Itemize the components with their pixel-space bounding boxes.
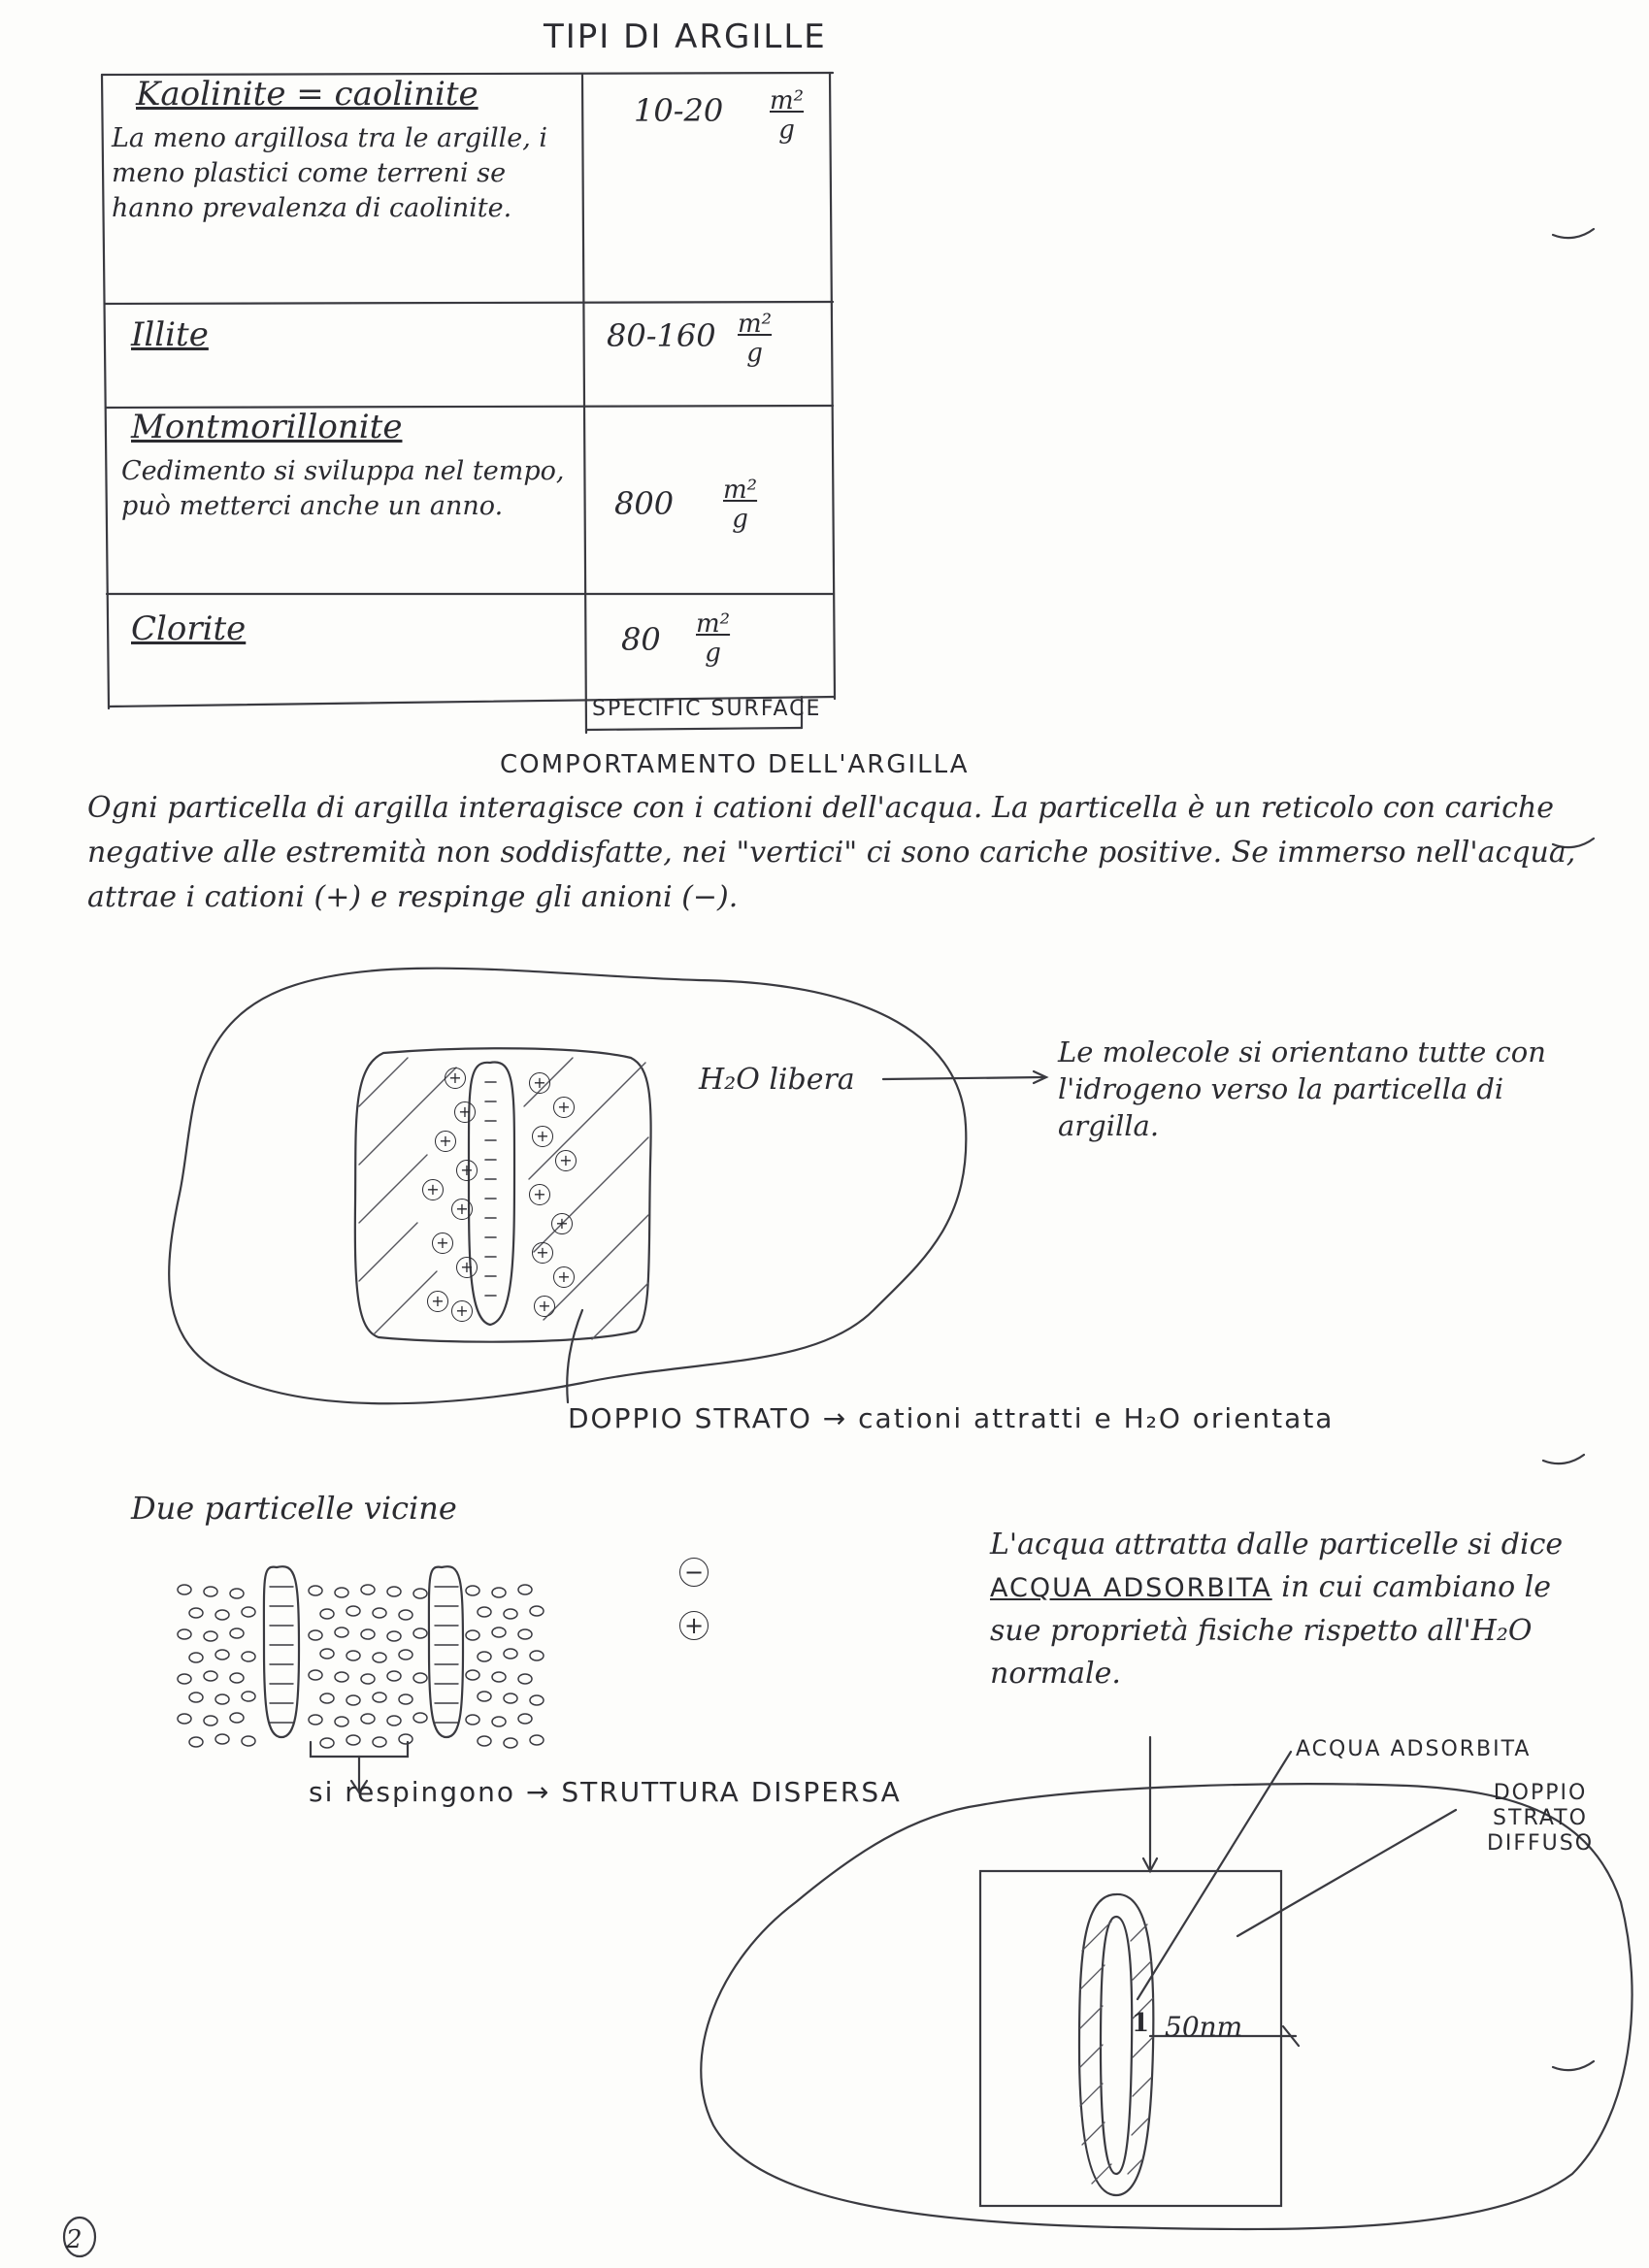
water-molecule — [413, 1713, 427, 1723]
water-molecule — [215, 1694, 229, 1704]
repel-note: si respingono → STRUTTURA DISPERSA — [309, 1776, 902, 1808]
water-molecule — [399, 1610, 412, 1620]
cation-icon: + — [454, 1101, 476, 1123]
water-molecule — [492, 1672, 506, 1682]
unit-denominator: g — [732, 505, 748, 534]
clay-name: Clorite — [131, 609, 247, 648]
water-molecule — [215, 1734, 229, 1744]
cation-icon: + — [553, 1266, 575, 1288]
water-molecule — [492, 1627, 506, 1637]
water-molecule — [387, 1587, 401, 1596]
particle-dashes — [485, 1082, 496, 1296]
water-molecule — [346, 1606, 360, 1616]
water-molecule — [518, 1585, 532, 1594]
double-layer-box — [355, 1048, 651, 1341]
hatch-lines — [359, 1058, 648, 1339]
surface-value: 800 — [614, 485, 675, 522]
water-molecule — [215, 1610, 229, 1620]
clay-name: Montmorillonite — [131, 408, 403, 446]
water-molecule — [466, 1670, 479, 1680]
water-molecule — [399, 1694, 412, 1704]
clay-description: Cedimento si sviluppa nel tempo, può metterci anche un anno. — [121, 456, 565, 521]
water-molecule — [230, 1713, 244, 1723]
adsorbed-note-start: L'acqua attratta dalle particelle si dice — [990, 1528, 1564, 1561]
free-water-arrow — [883, 1077, 1043, 1079]
unit-numerator: m² — [696, 609, 731, 639]
diffuse-layer-label: DOPPIO STRATO DIFFUSO — [1486, 1781, 1595, 1856]
clay-description: La meno argillosa tra le argille, i meno plastici come terreni se hanno prevalenza di caolinite. — [112, 123, 548, 223]
surface-unit — [770, 86, 804, 145]
double-layer-pointer — [567, 1310, 582, 1402]
surface-unit — [696, 609, 730, 668]
water-molecule — [413, 1628, 427, 1638]
clay-name: Illite — [131, 315, 209, 354]
surface-value: 80 — [621, 621, 661, 658]
adsorbed-water-note — [990, 1524, 1611, 1695]
section-title: COMPORTAMENTO DELL'ARGILLA — [500, 750, 970, 779]
water-molecule — [335, 1627, 348, 1637]
water-molecule — [320, 1609, 334, 1619]
adsorbed-water-label: ACQUA ADSORBITA — [1296, 1737, 1532, 1761]
water-molecule — [413, 1589, 427, 1598]
double-layer-label: DOPPIO STRATO → cationi attratti e H₂O orientata — [568, 1402, 1335, 1434]
water-molecule — [204, 1587, 217, 1596]
water-molecule — [242, 1652, 255, 1661]
water-molecule — [230, 1628, 244, 1638]
water-molecule — [518, 1674, 532, 1684]
water-molecule — [387, 1631, 401, 1641]
cation-icon: + — [427, 1291, 448, 1312]
water-molecule — [230, 1673, 244, 1683]
cation-icon: + — [456, 1257, 478, 1278]
surface-value: 10-20 — [634, 92, 724, 129]
water-molecule — [178, 1674, 191, 1684]
thickness-label: 1 — [1132, 2009, 1150, 2038]
water-molecule — [309, 1586, 322, 1595]
unit-numerator: m² — [770, 86, 805, 115]
water-molecule — [373, 1653, 386, 1662]
water-molecule — [361, 1714, 375, 1724]
water-molecule — [466, 1715, 479, 1725]
cation-icon: + — [532, 1126, 553, 1147]
water-molecule — [530, 1735, 544, 1745]
water-molecule — [204, 1631, 217, 1641]
water-molecule — [309, 1670, 322, 1680]
water-molecule — [518, 1714, 532, 1724]
cation-icon: + — [451, 1199, 473, 1220]
cation-icon: + — [432, 1233, 453, 1254]
water-molecule — [373, 1608, 386, 1618]
cation-icon: + — [529, 1072, 550, 1094]
cation-icon: + — [534, 1296, 555, 1317]
water-molecule — [492, 1588, 506, 1597]
water-molecule — [320, 1693, 334, 1703]
water-molecule — [189, 1737, 203, 1747]
water-molecule — [189, 1608, 203, 1618]
clay-name: Kaolinite = caolinite — [136, 75, 478, 114]
cation-icon: + — [551, 1213, 573, 1234]
water-molecule — [478, 1692, 491, 1701]
cation-icon: + — [445, 1068, 466, 1089]
water-molecule — [189, 1693, 203, 1702]
cation-icon: + — [456, 1160, 478, 1181]
water-molecule — [178, 1585, 191, 1594]
water-molecule — [478, 1607, 491, 1617]
adsorbed-term: ACQUA ADSORBITA — [990, 1573, 1272, 1603]
cation-icon: + — [435, 1131, 456, 1152]
water-molecule — [478, 1736, 491, 1746]
anion-legend-icon: − — [679, 1558, 709, 1587]
water-molecule — [466, 1630, 479, 1640]
water-molecule — [335, 1588, 348, 1597]
water-molecule — [504, 1693, 517, 1703]
water-molecule — [373, 1693, 386, 1702]
water-molecule — [335, 1717, 348, 1726]
water-molecule — [189, 1653, 203, 1662]
orientation-note: Le molecole si orientano tutte con l'idrogeno verso la particella di argilla. — [1058, 1035, 1546, 1142]
two-particles-diagram — [178, 1566, 544, 1792]
water-molecule — [530, 1695, 544, 1705]
water-molecule — [309, 1630, 322, 1640]
water-molecule — [361, 1585, 375, 1594]
adsorbed-note-end: in cui cambiano le sue proprietà fisiche rispetto all'H₂O normale. — [990, 1570, 1552, 1691]
water-molecule — [504, 1738, 517, 1748]
water-molecule — [346, 1695, 360, 1705]
water-molecule — [242, 1692, 255, 1701]
water-molecule — [518, 1629, 532, 1639]
cation-icon: + — [555, 1150, 577, 1171]
surface-unit — [738, 310, 772, 368]
water-molecule — [178, 1629, 191, 1639]
cation-icon: + — [422, 1179, 444, 1200]
water-molecule — [399, 1650, 412, 1660]
unit-denominator: g — [778, 115, 795, 145]
water-molecule — [466, 1586, 479, 1595]
water-molecule — [361, 1629, 375, 1639]
cation-icon: + — [553, 1097, 575, 1118]
water-molecule — [361, 1674, 375, 1684]
behavior-paragraph: Ogni particella di argilla interagisce con i cationi dell'acqua. La particella è un reticolo con cariche negative alle estremità non soddisfatte, nei "vertici" ci sono cariche positive. Se immerso nell'acqua, attrae i cationi (+) e respinge gli anioni (−). — [87, 791, 1576, 914]
water-molecule — [530, 1606, 544, 1616]
water-molecule — [346, 1651, 360, 1660]
unit-denominator: g — [746, 339, 763, 368]
water-molecule — [320, 1738, 334, 1748]
unit-numerator: m² — [723, 476, 758, 505]
water-molecule — [178, 1714, 191, 1724]
cation-icon: + — [532, 1242, 553, 1264]
unit-numerator: m² — [738, 310, 773, 339]
water-molecule — [373, 1737, 386, 1747]
unit-denominator: g — [705, 639, 721, 668]
cation-legend-icon: + — [679, 1611, 709, 1640]
water-molecule — [204, 1716, 217, 1726]
page-title: TIPI DI ARGILLE — [544, 17, 827, 56]
water-molecule — [230, 1589, 244, 1598]
water-molecule — [309, 1715, 322, 1725]
water-molecule — [346, 1735, 360, 1745]
free-water-label: H₂O libera — [699, 1063, 855, 1097]
surface-value: 80-160 — [607, 317, 716, 354]
cation-icon: + — [451, 1300, 473, 1322]
water-molecule — [399, 1734, 412, 1744]
distance-label: 50nm — [1165, 2011, 1243, 2043]
water-molecule — [504, 1649, 517, 1659]
water-molecule — [320, 1649, 334, 1659]
water-molecule — [478, 1652, 491, 1661]
water-molecule — [387, 1671, 401, 1681]
water-molecule — [387, 1716, 401, 1726]
water-molecule — [530, 1651, 544, 1660]
water-molecule — [242, 1736, 255, 1746]
water-molecule — [215, 1650, 229, 1660]
water-molecule — [204, 1671, 217, 1681]
water-molecule — [504, 1609, 517, 1619]
water-molecule — [492, 1717, 506, 1726]
water-molecule — [413, 1673, 427, 1683]
adsorbed-particle — [1079, 1894, 1153, 2195]
water-molecule — [242, 1607, 255, 1617]
water-blob — [169, 969, 966, 1404]
page-number: 2 — [66, 2225, 82, 2254]
surface-unit — [723, 476, 757, 534]
two-particles-title: Due particelle vicine — [131, 1490, 457, 1527]
cation-icon: + — [529, 1184, 550, 1205]
specific-surface-label: SPECIFIC SURFACE — [592, 697, 822, 721]
water-molecule — [335, 1672, 348, 1682]
